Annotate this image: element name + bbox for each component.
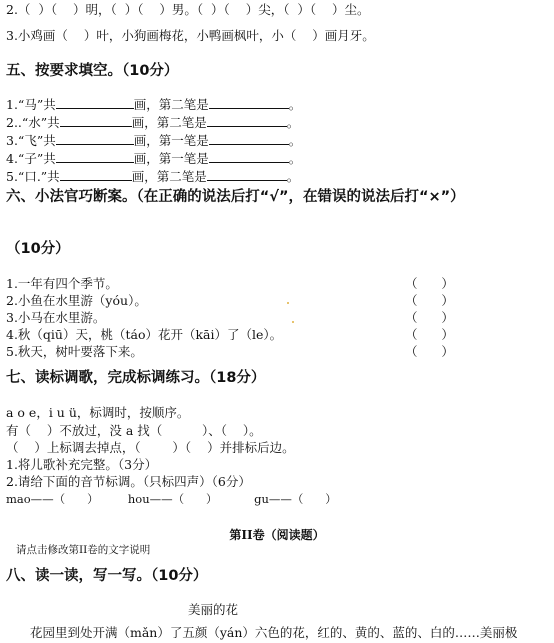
section-8-title: 八、读一读，写一写。（10分） <box>6 568 208 584</box>
part-2-note[interactable]: 请点击修改第II卷的文字说明 <box>16 544 151 556</box>
fill-item-suffix: 。 <box>288 133 302 148</box>
rhyme-line: a o e，i u ü，标调时，按顺序。 <box>6 405 190 420</box>
fill-item-prefix: 3.“飞”共 <box>6 133 56 148</box>
answer-blank[interactable] <box>209 151 289 163</box>
fill-item-middle: 画，第一笔是 <box>133 133 209 148</box>
part-2-title: 第II卷（阅读题） <box>229 528 325 542</box>
fill-item-middle: 画，第二笔是 <box>133 97 209 112</box>
fill-item-middle: 画，第一笔是 <box>133 151 209 166</box>
section-6-score: （10分） <box>6 241 70 257</box>
answer-blank[interactable] <box>60 115 132 127</box>
judge-item-text: 4.秋（qiū）天，桃（táo）花开（kāi）了（le）。 <box>6 327 283 342</box>
passage-title: 美丽的花 <box>188 602 239 617</box>
syllable-line: mao——（ ） hou——（ ） gu——（ ） <box>6 492 337 506</box>
fill-item-suffix: 。 <box>286 115 300 130</box>
section-6-title: 六、小法官巧断案。（在正确的说法后打“√”，在错误的说法后打“×”） <box>6 189 465 205</box>
judge-answer-paren[interactable]: （ ） <box>405 293 454 308</box>
answer-blank[interactable] <box>207 169 287 181</box>
fill-item-prefix: 4.“子”共 <box>6 151 56 166</box>
judge-item-text: 5.秋天，树叶要落下来。 <box>6 344 143 359</box>
fill-item-middle: 画，第二笔是 <box>131 115 207 130</box>
judge-answer-paren[interactable]: （ ） <box>405 276 454 291</box>
fill-item <box>6 133 301 149</box>
fill-item <box>6 97 301 113</box>
fill-item-suffix: 。 <box>288 97 302 112</box>
judge-answer-paren[interactable]: （ ） <box>405 327 454 342</box>
exercise-line: 2.请给下面的音节标调。（只标四声）（6分） <box>6 474 251 489</box>
speck-mark <box>287 302 289 304</box>
fill-item <box>6 115 299 131</box>
answer-blank[interactable] <box>56 97 134 109</box>
fill-item-suffix: 。 <box>286 169 300 184</box>
section-5-title: 五、按要求填空。（10分） <box>6 63 179 79</box>
fill-item <box>6 151 301 167</box>
fill-item-prefix: 1.“马”共 <box>6 97 56 112</box>
question-2-line: 2.（ ）（ ）明，（ ）（ ）男。（ ）（ ）尖，（ ）（ ）尘。 <box>6 2 370 17</box>
judge-item-text: 2.小鱼在水里游（yóu）。 <box>6 293 147 308</box>
judge-answer-paren[interactable]: （ ） <box>405 310 454 325</box>
fill-item <box>6 169 299 185</box>
answer-blank[interactable] <box>60 169 132 181</box>
fill-item-prefix: 2..“水”共 <box>6 115 60 130</box>
rhyme-line: （ ）上标调去掉点，（ ）（ ）并排标后边。 <box>6 440 295 455</box>
speck-mark <box>292 321 294 323</box>
rhyme-line: 有（ ）不放过，没 a 找（ ）、（ ）。 <box>6 423 262 438</box>
exercise-line: 1.将儿歌补充完整。（3分） <box>6 457 158 472</box>
fill-item-prefix: 5.“口.”共 <box>6 169 60 184</box>
section-7-title: 七、读标调歌，完成标调练习。（18分） <box>6 370 266 386</box>
fill-item-suffix: 。 <box>288 151 302 166</box>
answer-blank[interactable] <box>56 133 134 145</box>
passage-body: 花园里到处开满（mǎn）了五颜（yán）六色的花，红的、黄的、蓝的、白的……美丽极 <box>30 625 518 640</box>
answer-blank[interactable] <box>209 133 289 145</box>
judge-answer-paren[interactable]: （ ） <box>405 344 454 359</box>
judge-item-text: 1.一年有四个季节。 <box>6 276 118 291</box>
answer-blank[interactable] <box>207 115 287 127</box>
answer-blank[interactable] <box>209 97 289 109</box>
answer-blank[interactable] <box>56 151 134 163</box>
fill-item-middle: 画，第二笔是 <box>131 169 207 184</box>
question-3-line: 3.小鸡画（ ）叶，小狗画梅花，小鸭画枫叶，小（ ）画月牙。 <box>6 28 375 43</box>
judge-item-text: 3.小马在水里游。 <box>6 310 106 325</box>
